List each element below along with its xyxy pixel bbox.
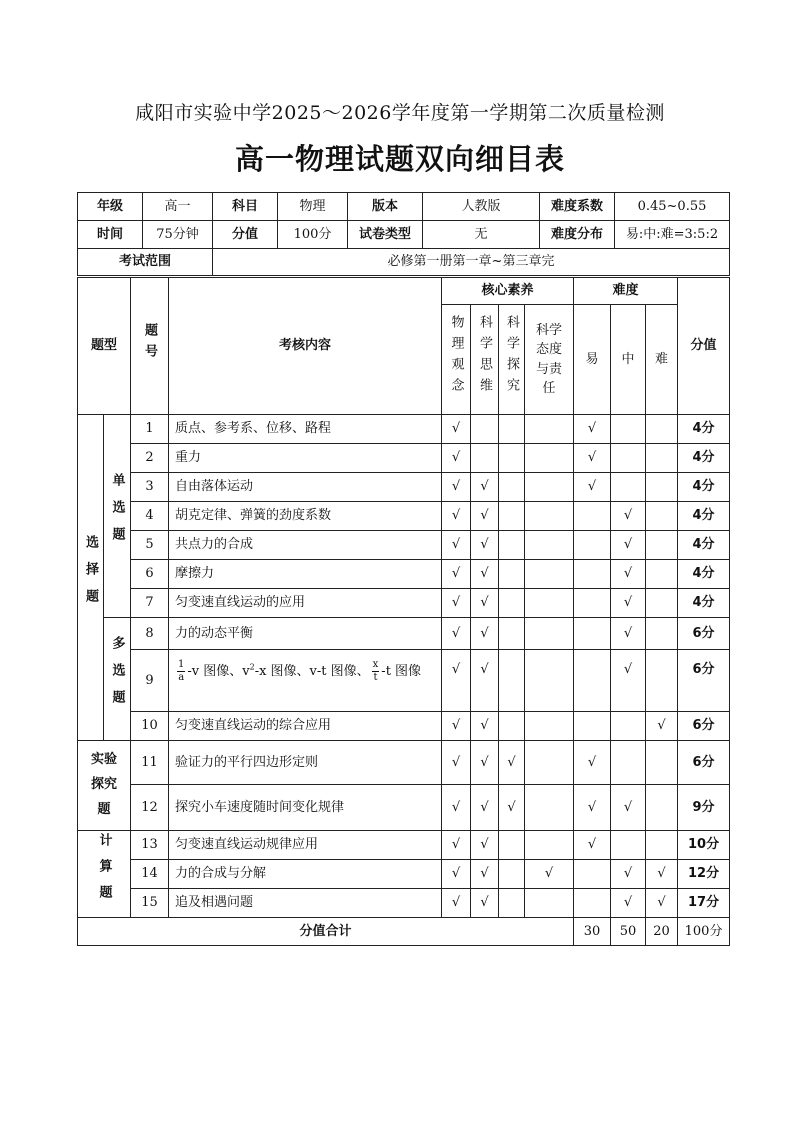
group-experiment: 实验 探究 题	[78, 741, 131, 831]
row-num: 12	[131, 785, 169, 831]
score-value: 100分	[278, 221, 348, 249]
row-points: 4分	[678, 589, 730, 618]
total-medium: 50	[611, 918, 646, 946]
row-points: 9分	[678, 785, 730, 831]
check-c1: √	[442, 502, 471, 531]
check-c3	[499, 712, 525, 741]
check-c3	[499, 502, 525, 531]
check-c4	[525, 712, 574, 741]
check-c3	[499, 531, 525, 560]
row-num: 7	[131, 589, 169, 618]
check-c1: √	[442, 531, 471, 560]
row-content: 匀变速直线运动的应用	[169, 589, 442, 618]
row-points: 6分	[678, 712, 730, 741]
total-easy: 30	[574, 918, 611, 946]
table-row	[78, 502, 730, 531]
check-c2	[471, 415, 499, 444]
row-content: 追及相遇问题	[169, 889, 442, 918]
paper-type-label: 试卷类型	[348, 221, 423, 249]
row-content: 匀变速直线运动规律应用	[169, 831, 442, 860]
check-c2	[471, 444, 499, 473]
check-medium: √	[611, 560, 646, 589]
check-easy	[574, 618, 611, 650]
table-row	[78, 785, 730, 831]
check-hard	[646, 650, 678, 712]
row-num: 11	[131, 741, 169, 785]
difficulty-coef-value: 0.45~0.55	[615, 193, 730, 221]
table-row	[78, 889, 730, 918]
total-hard: 20	[646, 918, 678, 946]
check-c3	[499, 444, 525, 473]
document-title: 咸阳市实验中学2025～2026学年度第一学期第二次质量检测	[135, 102, 665, 124]
table-row	[78, 650, 730, 712]
check-c2: √	[471, 889, 499, 918]
row-points: 4分	[678, 415, 730, 444]
check-c2: √	[471, 589, 499, 618]
scope-value: 必修第一册第一章~第三章完	[213, 249, 730, 276]
check-medium: √	[611, 650, 646, 712]
check-medium	[611, 741, 646, 785]
row-points: 6分	[678, 741, 730, 785]
row-points: 6分	[678, 618, 730, 650]
row-content: 质点、参考系、位移、路程	[169, 415, 442, 444]
check-c2: √	[471, 860, 499, 889]
col-medium-header: 中	[611, 305, 646, 415]
row-num: 15	[131, 889, 169, 918]
info-table	[77, 192, 730, 276]
check-c1: √	[442, 589, 471, 618]
check-c3	[499, 415, 525, 444]
check-medium: √	[611, 889, 646, 918]
grade-label: 年级	[78, 193, 143, 221]
check-medium	[611, 712, 646, 741]
check-easy	[574, 712, 611, 741]
row-content: 重力	[169, 444, 442, 473]
fraction-x-over-t: $\frac{x}{t}$	[372, 659, 379, 683]
group-calc: 计算题	[78, 831, 131, 918]
question-table	[77, 277, 730, 946]
check-c3	[499, 473, 525, 502]
check-c1: √	[442, 560, 471, 589]
table-row	[78, 618, 730, 650]
row-num: 8	[131, 618, 169, 650]
check-c1: √	[442, 618, 471, 650]
group-choice: 选择题	[78, 415, 104, 741]
row-content: 共点力的合成	[169, 531, 442, 560]
check-c3	[499, 589, 525, 618]
check-medium: √	[611, 531, 646, 560]
check-c1: √	[442, 741, 471, 785]
check-c4	[525, 444, 574, 473]
table-row	[78, 712, 730, 741]
check-hard	[646, 589, 678, 618]
scope-label: 考试范围	[78, 249, 213, 276]
table-row	[78, 589, 730, 618]
check-c1: √	[442, 785, 471, 831]
check-easy	[574, 860, 611, 889]
check-c3: √	[499, 741, 525, 785]
check-easy: √	[574, 473, 611, 502]
row-num: 2	[131, 444, 169, 473]
row-points: 4分	[678, 444, 730, 473]
row-content: 摩擦力	[169, 560, 442, 589]
check-c2: √	[471, 785, 499, 831]
check-c3	[499, 889, 525, 918]
check-easy: √	[574, 444, 611, 473]
check-c1: √	[442, 444, 471, 473]
fraction-1-over-a: $\frac{1}{a}$	[178, 659, 185, 683]
table-row	[78, 560, 730, 589]
row-content: 胡克定律、弹簧的劲度系数	[169, 502, 442, 531]
check-hard: √	[646, 889, 678, 918]
row-content: 探究小车速度随时间变化规律	[169, 785, 442, 831]
row-num: 9	[131, 650, 169, 712]
check-medium	[611, 444, 646, 473]
check-hard	[646, 531, 678, 560]
col-points-header: 分值	[678, 278, 730, 415]
grade-value: 高一	[143, 193, 213, 221]
table-row	[78, 831, 730, 860]
row-points: 10分	[678, 831, 730, 860]
check-c4	[525, 650, 574, 712]
check-c4	[525, 473, 574, 502]
check-c3	[499, 860, 525, 889]
col-core-header: 核心素养	[442, 278, 574, 305]
check-c1: √	[442, 860, 471, 889]
group-multi: 多选题	[104, 618, 131, 741]
check-medium: √	[611, 502, 646, 531]
row-num: 3	[131, 473, 169, 502]
check-hard	[646, 502, 678, 531]
col-type-header: 题型	[78, 278, 131, 415]
difficulty-coef-label: 难度系数	[540, 193, 615, 221]
col-c1-header: 物理观念	[442, 305, 471, 415]
subject-label: 科目	[213, 193, 278, 221]
check-medium: √	[611, 860, 646, 889]
check-c3	[499, 618, 525, 650]
check-easy	[574, 589, 611, 618]
check-easy	[574, 650, 611, 712]
check-c1: √	[442, 889, 471, 918]
check-c2: √	[471, 618, 499, 650]
row-num: 5	[131, 531, 169, 560]
row-content: 力的动态平衡	[169, 618, 442, 650]
check-easy: √	[574, 831, 611, 860]
subject-value: 物理	[278, 193, 348, 221]
check-c2: √	[471, 531, 499, 560]
row-points: 17分	[678, 889, 730, 918]
col-hard-header: 难	[646, 305, 678, 415]
row-points: 4分	[678, 473, 730, 502]
check-c2: √	[471, 473, 499, 502]
row-points: 4分	[678, 531, 730, 560]
col-difficulty-header: 难度	[574, 278, 678, 305]
total-label: 分值合计	[78, 918, 574, 946]
row-num: 14	[131, 860, 169, 889]
check-easy: √	[574, 785, 611, 831]
total-row	[78, 918, 730, 946]
check-c4: √	[525, 860, 574, 889]
check-hard	[646, 473, 678, 502]
row-content: 自由落体运动	[169, 473, 442, 502]
row-num: 1	[131, 415, 169, 444]
row-num: 6	[131, 560, 169, 589]
check-medium: √	[611, 589, 646, 618]
check-c2: √	[471, 502, 499, 531]
check-c4	[525, 415, 574, 444]
check-medium: √	[611, 785, 646, 831]
check-c2: √	[471, 560, 499, 589]
difficulty-dist-label: 难度分布	[540, 221, 615, 249]
difficulty-dist-value: 易:中:难=3:5:2	[615, 221, 730, 249]
page-title: 高一物理试题双向细目表	[234, 142, 565, 176]
paper-type-value: 无	[423, 221, 540, 249]
check-c2: √	[471, 650, 499, 712]
row-content: 力的合成与分解	[169, 860, 442, 889]
row-points: 4分	[678, 502, 730, 531]
check-easy: √	[574, 741, 611, 785]
check-c3	[499, 831, 525, 860]
row-points: 12分	[678, 860, 730, 889]
check-c1: √	[442, 415, 471, 444]
check-c4	[525, 785, 574, 831]
check-hard	[646, 741, 678, 785]
col-c3-header: 科学探究	[499, 305, 525, 415]
check-c1: √	[442, 650, 471, 712]
table-row	[78, 415, 730, 444]
check-medium	[611, 473, 646, 502]
col-content-header: 考核内容	[169, 278, 442, 415]
table-row	[78, 473, 730, 502]
check-easy: √	[574, 415, 611, 444]
check-c4	[525, 741, 574, 785]
check-c4	[525, 502, 574, 531]
col-c2-header: 科学思维	[471, 305, 499, 415]
check-easy	[574, 531, 611, 560]
check-c2: √	[471, 741, 499, 785]
check-hard	[646, 831, 678, 860]
row-num: 13	[131, 831, 169, 860]
check-c3: √	[499, 785, 525, 831]
edition-value: 人教版	[423, 193, 540, 221]
col-num-header: 题号	[131, 278, 169, 415]
check-c2: √	[471, 712, 499, 741]
check-c4	[525, 589, 574, 618]
check-c1: √	[442, 831, 471, 860]
check-medium	[611, 415, 646, 444]
check-hard	[646, 560, 678, 589]
check-easy	[574, 889, 611, 918]
time-value: 75分钟	[143, 221, 213, 249]
row-points: 4分	[678, 560, 730, 589]
row-num: 10	[131, 712, 169, 741]
col-c4-header: 科学态度与责任	[525, 305, 574, 415]
check-c3	[499, 650, 525, 712]
time-label: 时间	[78, 221, 143, 249]
row-content: 验证力的平行四边形定则	[169, 741, 442, 785]
group-single: 单选题	[104, 415, 131, 618]
check-hard	[646, 415, 678, 444]
check-easy	[574, 502, 611, 531]
check-c4	[525, 531, 574, 560]
row-content: $\frac{1}{a}$ -v 图像、$v^2-x$ 图像、v-t 图像、 $\frac{x}{t}$ -t 图像	[169, 650, 442, 712]
check-c4	[525, 618, 574, 650]
check-c4	[525, 889, 574, 918]
check-c1: √	[442, 712, 471, 741]
check-hard: √	[646, 860, 678, 889]
row-num: 4	[131, 502, 169, 531]
col-easy-header: 易	[574, 305, 611, 415]
check-c2: √	[471, 831, 499, 860]
table-row	[78, 860, 730, 889]
score-label: 分值	[213, 221, 278, 249]
edition-label: 版本	[348, 193, 423, 221]
check-c4	[525, 560, 574, 589]
table-row	[78, 531, 730, 560]
check-easy	[574, 560, 611, 589]
check-c4	[525, 831, 574, 860]
check-hard	[646, 444, 678, 473]
check-medium: √	[611, 618, 646, 650]
total-points: 100分	[678, 918, 730, 946]
check-hard	[646, 785, 678, 831]
table-row	[78, 741, 730, 785]
check-medium	[611, 831, 646, 860]
check-c3	[499, 560, 525, 589]
check-hard	[646, 618, 678, 650]
check-c1: √	[442, 473, 471, 502]
check-hard: √	[646, 712, 678, 741]
row-points: 6分	[678, 650, 730, 712]
table-row	[78, 444, 730, 473]
row-content: 匀变速直线运动的综合应用	[169, 712, 442, 741]
